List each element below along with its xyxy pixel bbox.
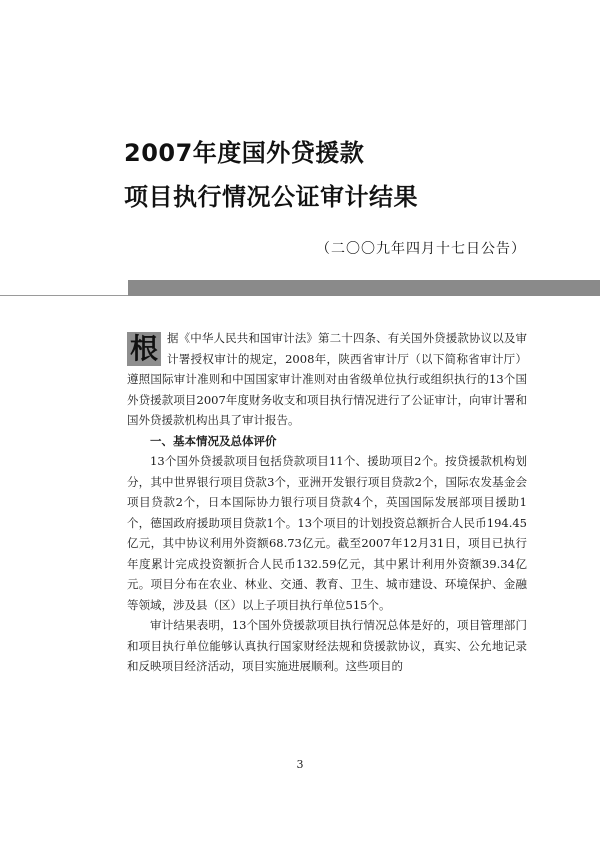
gray-banner-bar — [128, 280, 600, 296]
drop-cap: 根 — [127, 332, 161, 366]
paragraph-intro-text: 据《中华人民共和国审计法》第二十四条、有关国外贷援款协议以及审计署授权审计的规定，2008年，陕西省审计厅（以下简称省审计厅）遵照国际审计准则和中国国家审计准则对由省级单位执行或组织执行的13个国外贷援款项目2007年度财务收支和项目执行情况进行了公证审计，向审计署和国外贷援款机构出具了审计报告。 — [127, 331, 527, 427]
page-number: 3 — [296, 758, 304, 771]
document-title-line-1: 2007年度国外贷援款 — [124, 139, 365, 167]
section-heading: 一、基本情况及总体评价 — [150, 433, 277, 448]
paragraph-intro — [127, 328, 527, 431]
announcement-date: （二〇〇九年四月十七日公告） — [316, 241, 526, 257]
document-title-line-2: 项目执行情况公证审计结果 — [124, 183, 418, 211]
paragraph-overview: 13个国外贷援款项目包括贷款项目11个、援助项目2个。按贷援款机构划分，其中世界银行项目贷款3个，亚洲开发银行项目贷款2个，国际农发基金会项目贷款2个，日本国际协力银行项目贷款4个，英国国际发展部项目援助1个，德国政府援助项目贷款1个。13个项目的计划投资总额折合人民币194.45亿元，其中协议利用外资额68.73亿元。截至2007年12月31日，项目已执行年度累计完成投资额折合人民币132.59亿元，其中累计利用外资额39.34亿元。项目分布在农业、林业、交通、教育、卫生、城市建设、环境保护、金融等领域，涉及县（区）以上子项目执行单位515个。 — [127, 454, 527, 612]
paragraph-results: 审计结果表明，13个国外贷援款项目执行情况总体是好的，项目管理部门和项目执行单位能够认真执行国家财经法规和贷援款协议，真实、公允地记录和反映项目经济活动，项目实施进展顺利。这些项目的 — [127, 618, 527, 673]
body-text — [127, 328, 527, 677]
